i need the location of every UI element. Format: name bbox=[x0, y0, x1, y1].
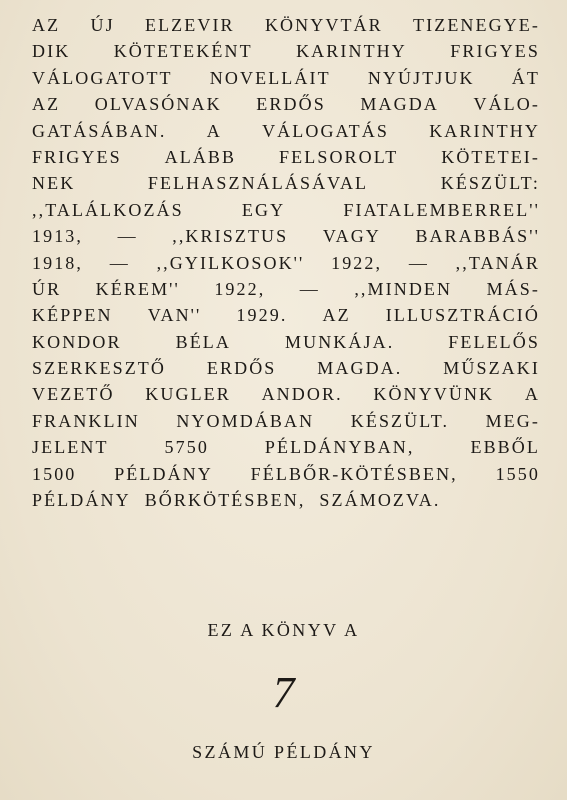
colophon-word: MAGDA. bbox=[317, 358, 403, 379]
colophon-word: ALÁBB bbox=[164, 146, 237, 167]
colophon-word: 1550 bbox=[495, 463, 540, 484]
colophon-word: KÉPPEN bbox=[32, 305, 113, 326]
colophon-word: BŐRKÖTÉSBEN, bbox=[144, 490, 306, 511]
colophon-line bbox=[32, 38, 540, 64]
colophon-word: BARABBÁS'' bbox=[415, 226, 540, 247]
colophon-text bbox=[32, 12, 540, 513]
colophon-word: 1918, bbox=[32, 252, 83, 273]
colophon-line bbox=[32, 65, 540, 91]
colophon-word: 1922, bbox=[214, 278, 266, 299]
colophon-line bbox=[32, 434, 540, 460]
colophon-line bbox=[32, 329, 540, 355]
colophon-word: MÁS- bbox=[486, 278, 540, 299]
colophon-word: — bbox=[299, 278, 320, 299]
colophon-word: KUGLER bbox=[145, 384, 231, 405]
colophon-word: 5750 bbox=[164, 437, 209, 458]
colophon-word: MEG- bbox=[485, 410, 540, 431]
colophon-word: ERDŐS bbox=[206, 358, 277, 379]
colophon-word: TIZENEGYE- bbox=[413, 15, 540, 35]
colophon-line bbox=[32, 118, 540, 144]
colophon-word: FRIGYES bbox=[32, 146, 122, 167]
colophon-word: — bbox=[117, 226, 138, 247]
colophon-line bbox=[32, 355, 540, 381]
colophon-word: PÉLDÁNYBAN, bbox=[264, 437, 415, 458]
colophon-word: DIK bbox=[32, 41, 71, 62]
colophon-word: PÉLDÁNY bbox=[32, 490, 131, 511]
colophon-word: AZ bbox=[322, 305, 351, 326]
colophon-word: VÁLO- bbox=[473, 94, 540, 115]
colophon-word: KÖNYVÜNK bbox=[373, 384, 495, 405]
colophon-word: ILLUSZTRÁCIÓ bbox=[385, 305, 540, 326]
colophon-word: ÁT bbox=[511, 67, 540, 88]
colophon-word: ÚJ bbox=[90, 15, 115, 35]
colophon-word: 1929. bbox=[236, 305, 288, 326]
colophon-word: ELZEVIR bbox=[144, 15, 235, 35]
colophon-line bbox=[32, 91, 540, 117]
colophon-word: SZERKESZTŐ bbox=[32, 358, 167, 379]
colophon-word: ,,KRISZTUS bbox=[172, 226, 289, 247]
colophon-line bbox=[32, 276, 540, 302]
colophon-word: ÚR bbox=[32, 278, 62, 299]
colophon-line bbox=[32, 144, 540, 170]
colophon-word: — bbox=[408, 252, 429, 273]
colophon-word: JELENT bbox=[32, 437, 109, 458]
colophon-word: ,,TALÁLKOZÁS bbox=[32, 199, 184, 220]
colophon-word: MŰSZAKI bbox=[443, 358, 540, 379]
colophon-word: KÉSZÜLT: bbox=[440, 173, 540, 194]
colophon-word: KÉREM'' bbox=[95, 278, 180, 299]
colophon-word: FRANKLIN bbox=[32, 410, 140, 431]
colophon-word: ANDOR. bbox=[261, 384, 343, 405]
colophon-word: — bbox=[109, 252, 130, 273]
copy-statement: EZ A KÖNYV A bbox=[207, 620, 360, 640]
colophon-word: VEZETŐ bbox=[32, 384, 115, 405]
colophon-word: VAGY bbox=[322, 226, 381, 247]
colophon-word: FELELŐS bbox=[448, 331, 540, 352]
colophon-line bbox=[32, 170, 540, 196]
colophon-word: ,,TANÁR bbox=[455, 252, 540, 273]
colophon-word: SZÁMOZVA. bbox=[319, 490, 441, 511]
copy-number: 7 bbox=[272, 668, 295, 717]
colophon-word: A bbox=[524, 384, 540, 405]
colophon-word: ERDŐS bbox=[256, 94, 326, 115]
colophon-word: OLVASÓNAK bbox=[94, 94, 222, 115]
colophon-word: KONDOR bbox=[32, 331, 122, 352]
colophon-word: BÉLA bbox=[175, 331, 231, 352]
colophon-line bbox=[32, 12, 540, 38]
colophon-word: KARINTHY bbox=[429, 120, 540, 141]
colophon-line bbox=[32, 250, 540, 276]
colophon-line bbox=[32, 461, 540, 487]
colophon-word: ,,GYILKOSOK'' bbox=[156, 252, 305, 273]
colophon-line bbox=[32, 408, 540, 434]
colophon-word: EBBŐL bbox=[470, 437, 540, 458]
colophon-word: EGY bbox=[241, 199, 286, 220]
colophon-word: NYOMDÁBAN bbox=[176, 410, 315, 431]
colophon-word: KÖTETEI- bbox=[441, 146, 540, 167]
colophon-line bbox=[32, 487, 540, 513]
colophon-word: VAN'' bbox=[147, 305, 202, 326]
colophon-word: FELSOROLT bbox=[279, 146, 399, 167]
colophon-word: AZ bbox=[32, 15, 61, 35]
colophon-line bbox=[32, 302, 540, 328]
colophon-word: NYÚJTJUK bbox=[367, 67, 475, 88]
colophon-word: AZ bbox=[32, 94, 61, 115]
colophon-word: KARINTHY bbox=[296, 41, 407, 62]
colophon-line bbox=[32, 381, 540, 407]
colophon-word: FRIGYES bbox=[450, 41, 540, 62]
colophon-word: A bbox=[206, 120, 222, 141]
colophon-word: ,,MINDEN bbox=[354, 278, 453, 299]
colophon-line bbox=[32, 197, 540, 223]
colophon-word: KÖTETEKÉNT bbox=[113, 41, 253, 62]
colophon-word: NEK bbox=[32, 173, 76, 194]
colophon-word: VÁLOGATÁS bbox=[262, 120, 389, 141]
colophon-word: FELHASZNÁLÁSÁVAL bbox=[147, 173, 369, 194]
colophon-word: MAGDA bbox=[360, 94, 439, 115]
colophon-word: KÉSZÜLT. bbox=[350, 410, 450, 431]
colophon-word: MUNKÁJA. bbox=[284, 331, 395, 352]
colophon-word: FIATALEMBERREL'' bbox=[343, 199, 540, 220]
colophon-word: GATÁSÁBAN. bbox=[32, 120, 167, 141]
colophon-line bbox=[32, 223, 540, 249]
colophon-word: PÉLDÁNY bbox=[114, 463, 213, 484]
colophon-word: FÉLBŐR-KÖTÉSBEN, bbox=[250, 463, 458, 484]
colophon-word: VÁLOGATOTT bbox=[32, 67, 173, 88]
colophon-word: KÖNYVTÁR bbox=[264, 15, 383, 35]
colophon-word: 1922, bbox=[331, 252, 383, 273]
colophon-word: NOVELLÁIT bbox=[209, 67, 331, 88]
copy-suffix: SZÁMÚ PÉLDÁNY bbox=[192, 742, 375, 762]
colophon-word: 1913, bbox=[32, 226, 83, 247]
colophon-word: 1500 bbox=[32, 463, 77, 484]
